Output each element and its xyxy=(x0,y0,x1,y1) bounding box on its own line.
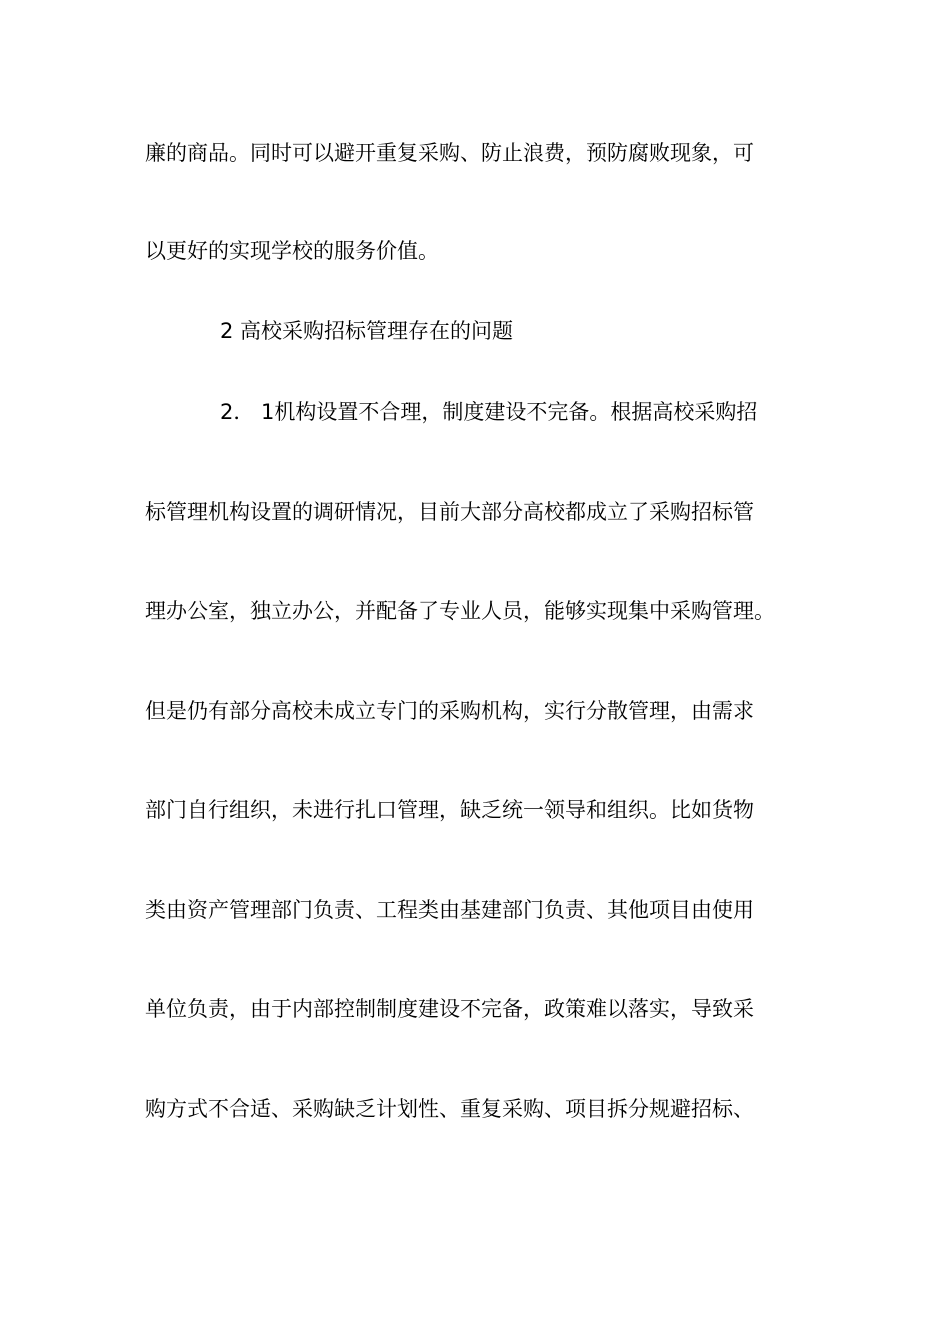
text-line: 部门自行组织，未进行扎口管理，缺乏统一领导和组织。比如货物 xyxy=(145,798,754,822)
text-line: 理办公室，独立办公，并配备了专业人员，能够实现集中采购管理。 xyxy=(145,599,775,623)
text-line: 以更好的实现学校的服务价值。 xyxy=(145,239,439,263)
subsection-heading: 2． 1机构设置不合理，制度建设不完备。根据高校采购招 xyxy=(220,400,758,424)
text-line: 但是仍有部分高校未成立专门的采购机构，实行分散管理，由需求 xyxy=(145,699,754,723)
text-line: 购方式不合适、采购缺乏计划性、重复采购、项目拆分规避招标、 xyxy=(145,1097,754,1121)
text-line: 单位负责，由于内部控制制度建设不完备，政策难以落实，导致采 xyxy=(145,997,754,1021)
text-line: 廉的商品。同时可以避开重复采购、防止浪费，预防腐败现象，可 xyxy=(145,141,754,165)
section-heading: 2 高校采购招标管理存在的问题 xyxy=(220,319,514,343)
text-line: 类由资产管理部门负责、工程类由基建部门负责、其他项目由使用 xyxy=(145,898,754,922)
text-line: 标管理机构设置的调研情况，目前大部分高校都成立了采购招标管 xyxy=(145,500,754,524)
